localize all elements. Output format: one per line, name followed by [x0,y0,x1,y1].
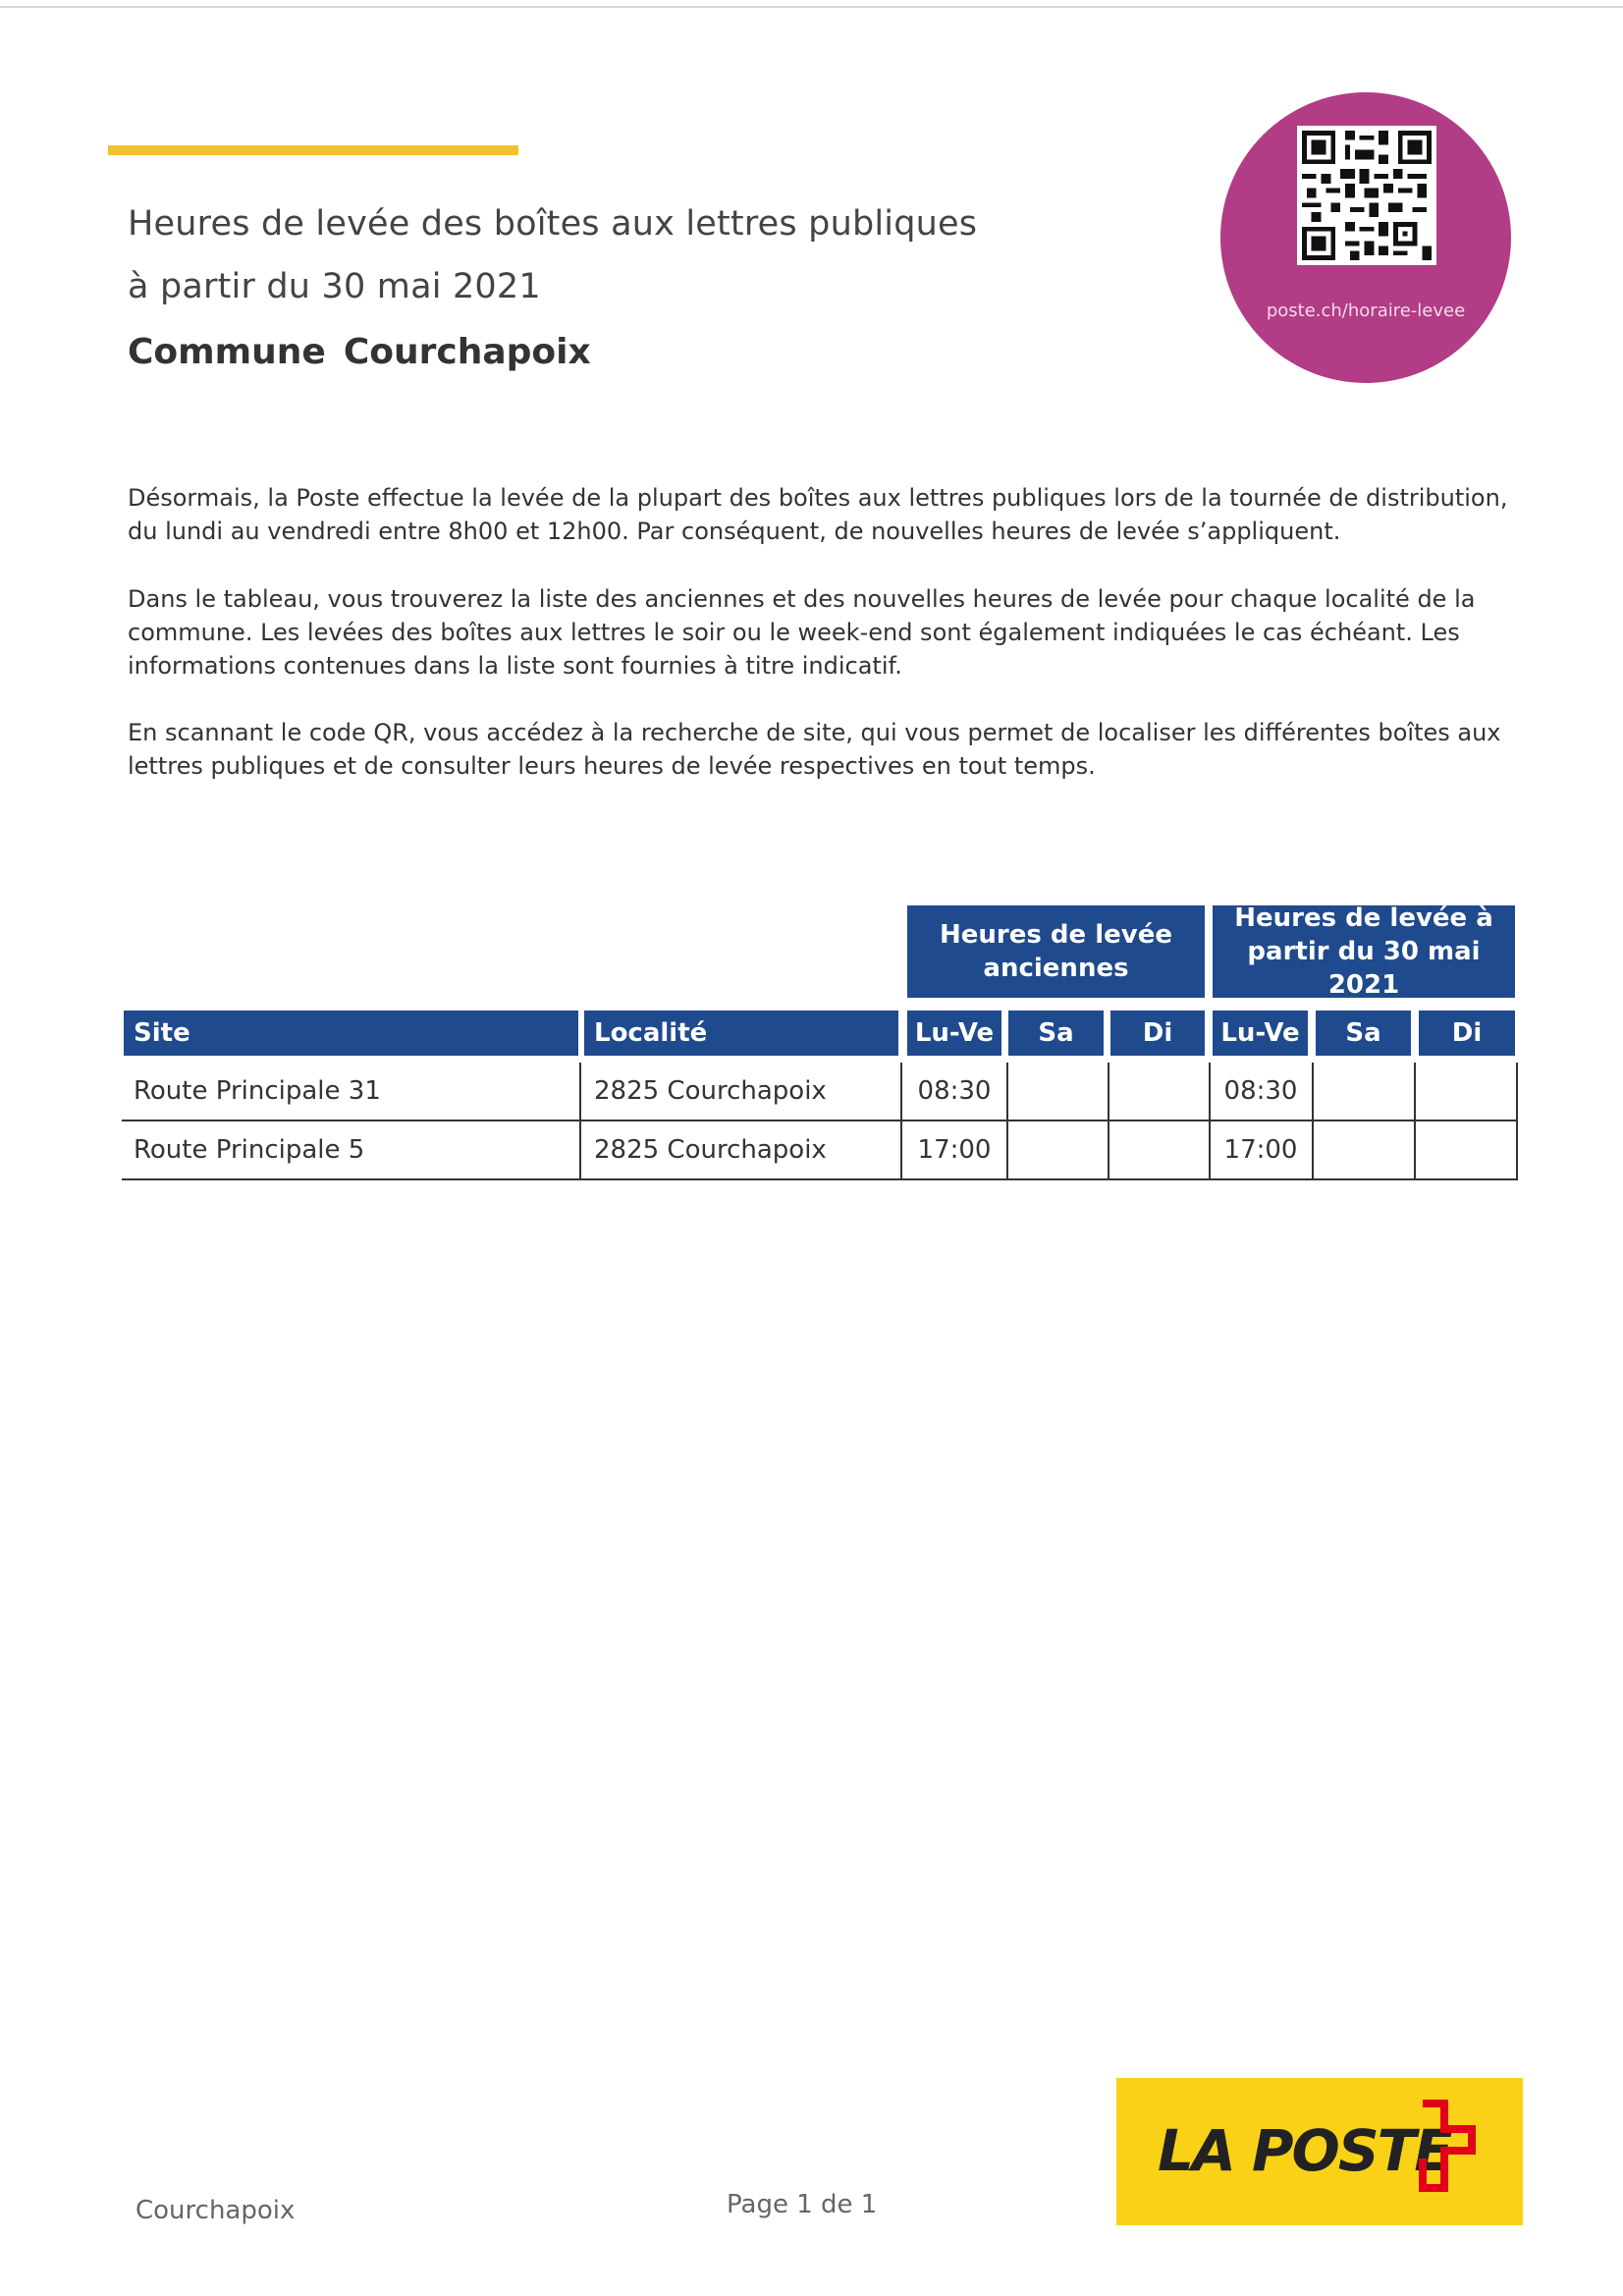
table-row-1-old-di [1108,1063,1208,1120]
col-header-new-sa: Sa [1316,1011,1411,1056]
table-row-2-site: Route Principale 5 [134,1135,365,1165]
table-row-2-localite: 2825 Courchapoix [594,1135,827,1165]
col-header-site: Site [124,1011,578,1056]
table-row-1-new-sa [1312,1063,1414,1120]
table-row-1-localite: 2825 Courchapoix [594,1076,827,1106]
qr-code-icon [1297,126,1436,265]
table-row-2-old-luve: 17:00 [917,1135,992,1165]
footer-page-number: Page 1 de 1 [727,2190,878,2219]
table-col-divider [1414,1063,1416,1180]
page-title-line2: à partir du 30 mai 2021 [128,267,541,306]
col-header-old-di: Di [1110,1011,1205,1056]
group-header-new: Heures de levée à partir du 30 mai 2021 [1213,905,1515,998]
footer-commune: Courchapoix [135,2196,296,2225]
commune-label: Commune [128,332,326,372]
table-col-divider [900,1063,902,1180]
scan-top-edge [0,6,1623,8]
accent-bar [108,145,518,155]
table-row-1-site: Route Principale 31 [134,1076,381,1106]
table-row-2-old-di [1108,1121,1208,1178]
col-header-localite: Localité [584,1011,898,1056]
table-bottom-border [122,1178,1518,1180]
table-row-1-new-luve: 08:30 [1223,1076,1298,1106]
table-col-divider [1209,1063,1211,1180]
table-right-border [1516,1063,1518,1180]
intro-paragraph-1: Désormais, la Poste effectue la levée de la plupart des boîtes aux lettres publiques lors de la tournée de distribution, du lundi au vendredi entre 8h00 et 12h00. Par conséquent, de nouvelles heures de levée s’appliquent. [128,484,1508,545]
table-row-2-new-di [1414,1121,1516,1178]
commune-heading [128,332,591,372]
group-header-old: Heures de levée anciennes [907,905,1205,998]
logo-text: LA POSTE [1158,2117,1451,2184]
qr-url-text: poste.ch/horaire-levee [1266,301,1466,321]
table-col-divider [579,1063,581,1180]
table-row-divider [122,1120,1518,1121]
intro-paragraph-2: Dans le tableau, vous trouverez la liste des anciennes et des nouvelles heures de levée pour chaque localité de la commune. Les levées des boîtes aux lettres le soir ou le week-end sont également indiquées le cas échéant. Les informations contenues dans la liste sont fournies à titre indicatif. [128,585,1476,680]
commune-name: Courchapoix [343,332,591,372]
table-row-2-new-sa [1312,1121,1414,1178]
col-header-old-sa: Sa [1008,1011,1104,1056]
table-row-1-new-di [1414,1063,1516,1120]
qr-badge [1220,92,1511,383]
table-row-2-new-luve: 17:00 [1223,1135,1298,1165]
col-header-new-di: Di [1419,1011,1515,1056]
col-header-new-luve: Lu-Ve [1213,1011,1308,1056]
table-col-divider [1312,1063,1314,1180]
la-poste-logo [1116,2078,1523,2225]
table-row-2-old-sa [1007,1121,1108,1178]
table-row-1-old-luve: 08:30 [917,1076,992,1106]
table-col-divider [1108,1063,1109,1180]
swiss-cross-icon [1401,2100,1480,2194]
col-header-old-luve: Lu-Ve [907,1011,1001,1056]
table-row-1-old-sa [1007,1063,1108,1120]
intro-paragraph-3: En scannant le code QR, vous accédez à la recherche de site, qui vous permet de localiser les différentes boîtes aux lettres publiques et de consulter leurs heures de levée respectives en tout temps. [128,719,1501,780]
page-title-line1: Heures de levée des boîtes aux lettres publiques [128,204,978,244]
table-col-divider [1006,1063,1008,1180]
